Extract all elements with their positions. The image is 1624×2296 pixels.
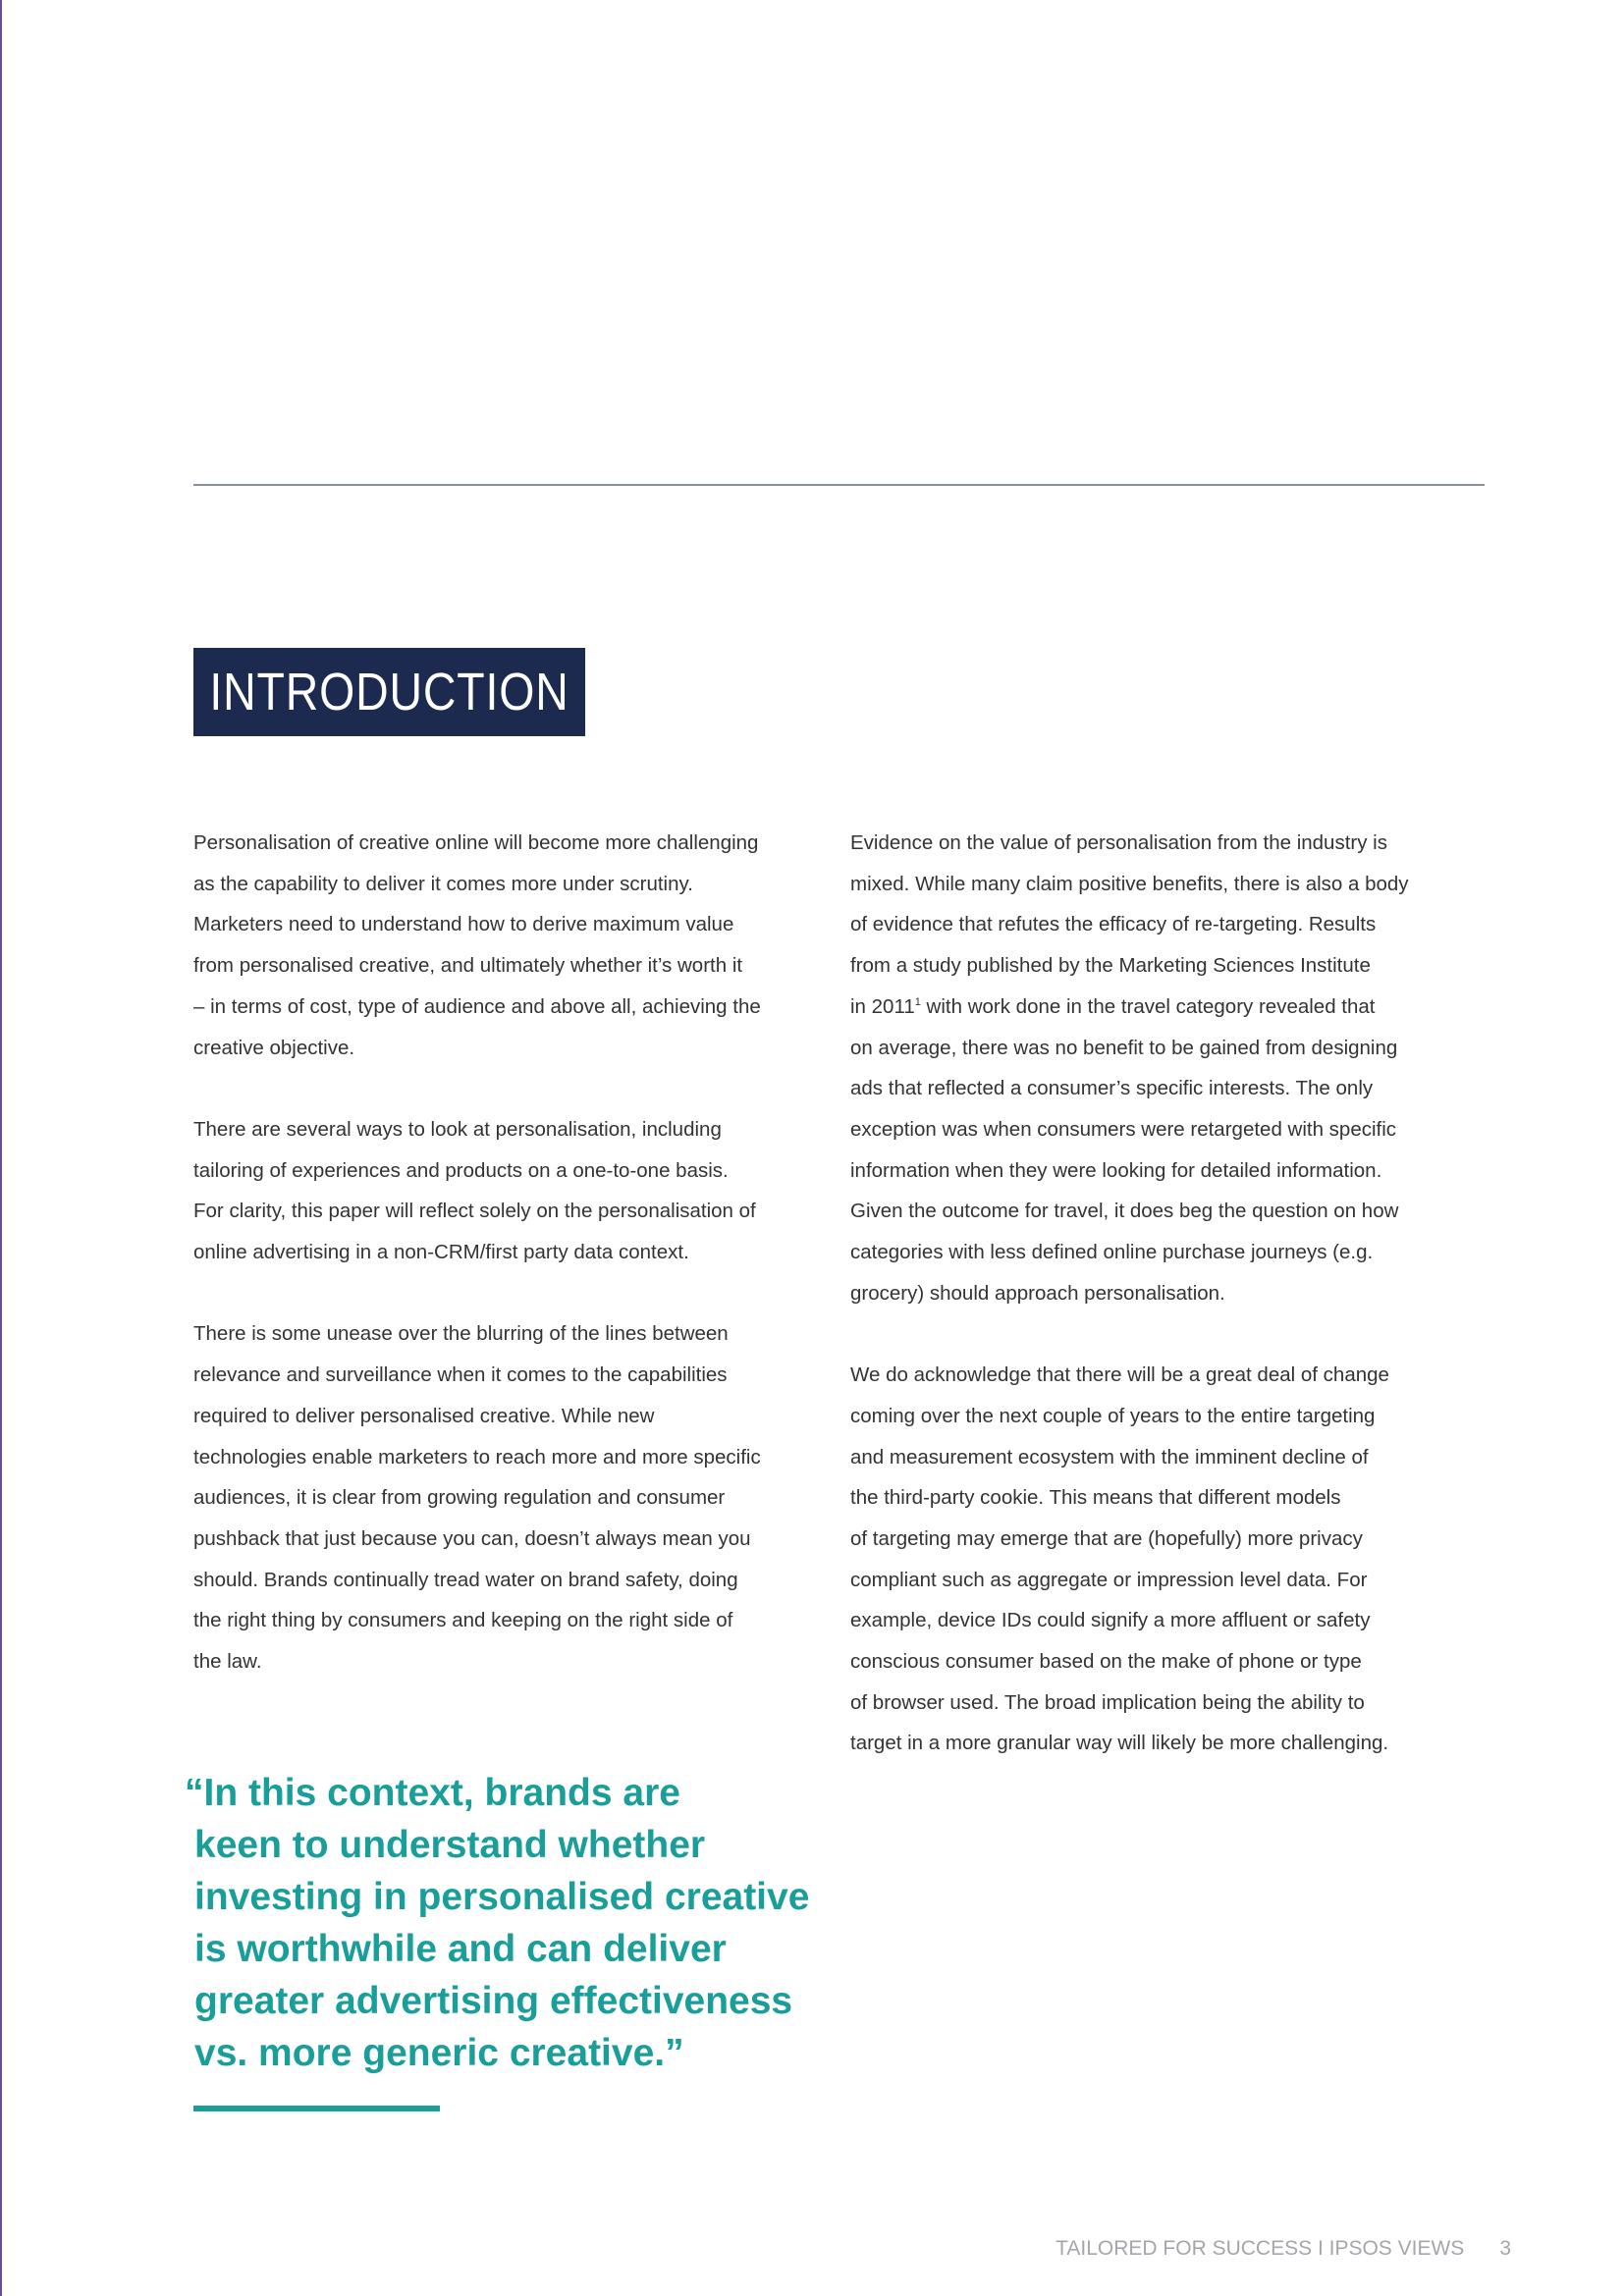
text-line: technologies enable marketers to reach more and more specific <box>193 1445 761 1468</box>
text-line: pushback that just because you can, doesn’t always mean you <box>193 1526 751 1550</box>
text-line: Given the outcome for travel, it does beg the question on how <box>850 1200 1399 1223</box>
paragraph <box>193 1313 792 1682</box>
text-fragment: in 2011 <box>850 994 915 1018</box>
text-line: creative objective. <box>193 1036 355 1059</box>
text-line: Marketers need to understand how to derive maximum value <box>193 913 734 936</box>
text-line: ads that reflected a consumer’s specific interests. The only <box>850 1077 1374 1100</box>
text-line: compliant such as aggregate or impression level data. For <box>850 1568 1368 1591</box>
page-number: 3 <box>1499 2237 1511 2260</box>
text-line: of browser used. The broad implication being the ability to <box>850 1690 1365 1714</box>
text-line: the third-party cookie. This means that different models <box>850 1486 1341 1510</box>
page-footer <box>1056 2237 1511 2261</box>
text-line: information when they were looking for detailed information. <box>850 1158 1382 1182</box>
text-line: from personalised creative, and ultimately whether it’s worth it <box>193 954 743 978</box>
text-line: coming over the next couple of years to the entire targeting <box>850 1404 1376 1427</box>
paragraph <box>850 1355 1479 1764</box>
text-line: conscious consumer based on the make of phone or type <box>850 1650 1362 1674</box>
text-line-with-footnote <box>850 987 1479 1028</box>
text-line: tailoring of experiences and products on a one-to-one basis. <box>193 1158 729 1182</box>
text-line: on average, there was no benefit to be gained from designing <box>850 1036 1398 1059</box>
text-line: of targeting may emerge that are (hopefully) more privacy <box>850 1526 1363 1550</box>
footnote-marker[interactable]: 1 <box>914 995 921 1008</box>
text-line: exception was when consumers were retargeted with specific <box>850 1117 1397 1141</box>
footer-title: TAILORED FOR SUCCESS I IPSOS VIEWS <box>1056 2237 1465 2260</box>
text-line: target in a more granular way will likely be more challenging. <box>850 1732 1389 1755</box>
pull-quote-line: investing in personalised creative <box>194 1876 810 1918</box>
page-edge-line <box>0 0 2 2296</box>
right-text-column <box>850 823 1479 1805</box>
text-line: example, device IDs could signify a more affluent or safety <box>850 1609 1371 1632</box>
text-line: as the capability to deliver it comes more under scrutiny. <box>193 872 693 895</box>
top-divider <box>193 484 1485 486</box>
text-line: of evidence that refutes the efficacy of re-targeting. Results <box>850 913 1377 936</box>
pull-quote-line: greater advertising effectiveness <box>194 1980 793 2022</box>
text-line: There is some unease over the blurring of the lines between <box>193 1322 729 1346</box>
text-line: categories with less defined online purchase journeys (e.g. <box>850 1241 1374 1264</box>
pull-quote-line: “In this context, brands are <box>185 1772 680 1814</box>
text-line: grocery) should approach personalisation. <box>850 1281 1225 1305</box>
pull-quote-line: vs. more generic creative.” <box>194 2032 684 2074</box>
text-line: – in terms of cost, type of audience and above all, achieving the <box>193 994 761 1018</box>
text-line: online advertising in a non-CRM/first party data context. <box>193 1241 689 1264</box>
section-heading-introduction: INTRODUCTION <box>193 648 585 736</box>
pull-quote-underline <box>193 2106 440 2111</box>
text-line: from a study published by the Marketing Sciences Institute <box>850 954 1371 978</box>
text-line: and measurement ecosystem with the imminent decline of <box>850 1445 1369 1468</box>
pull-quote-line: is worthwhile and can deliver <box>194 1928 727 1970</box>
paragraph <box>193 1109 792 1273</box>
text-line: Evidence on the value of personalisation from the industry is <box>850 831 1387 854</box>
text-line: the right thing by consumers and keeping on the right side of <box>193 1609 733 1632</box>
pull-quote <box>185 1767 852 2079</box>
pull-quote-line: keen to understand whether <box>194 1824 706 1866</box>
text-line: mixed. While many claim positive benefits, there is also a body <box>850 872 1409 895</box>
text-line: should. Brands continually tread water on brand safety, doing <box>193 1568 738 1591</box>
left-text-column <box>193 823 792 1723</box>
text-line: the law. <box>193 1650 262 1674</box>
text-fragment: with work done in the travel category revealed that <box>920 994 1376 1018</box>
text-line: relevance and surveillance when it comes to the capabilities <box>193 1363 728 1387</box>
paragraph <box>193 823 792 1068</box>
text-line: required to deliver personalised creative. While new <box>193 1404 655 1427</box>
text-line: Personalisation of creative online will become more challenging <box>193 831 759 854</box>
text-line: audiences, it is clear from growing regulation and consumer <box>193 1486 726 1510</box>
text-line: For clarity, this paper will reflect solely on the personalisation of <box>193 1200 756 1223</box>
text-line: We do acknowledge that there will be a great deal of change <box>850 1363 1389 1387</box>
text-line: There are several ways to look at personalisation, including <box>193 1117 722 1141</box>
paragraph <box>850 823 1479 1313</box>
